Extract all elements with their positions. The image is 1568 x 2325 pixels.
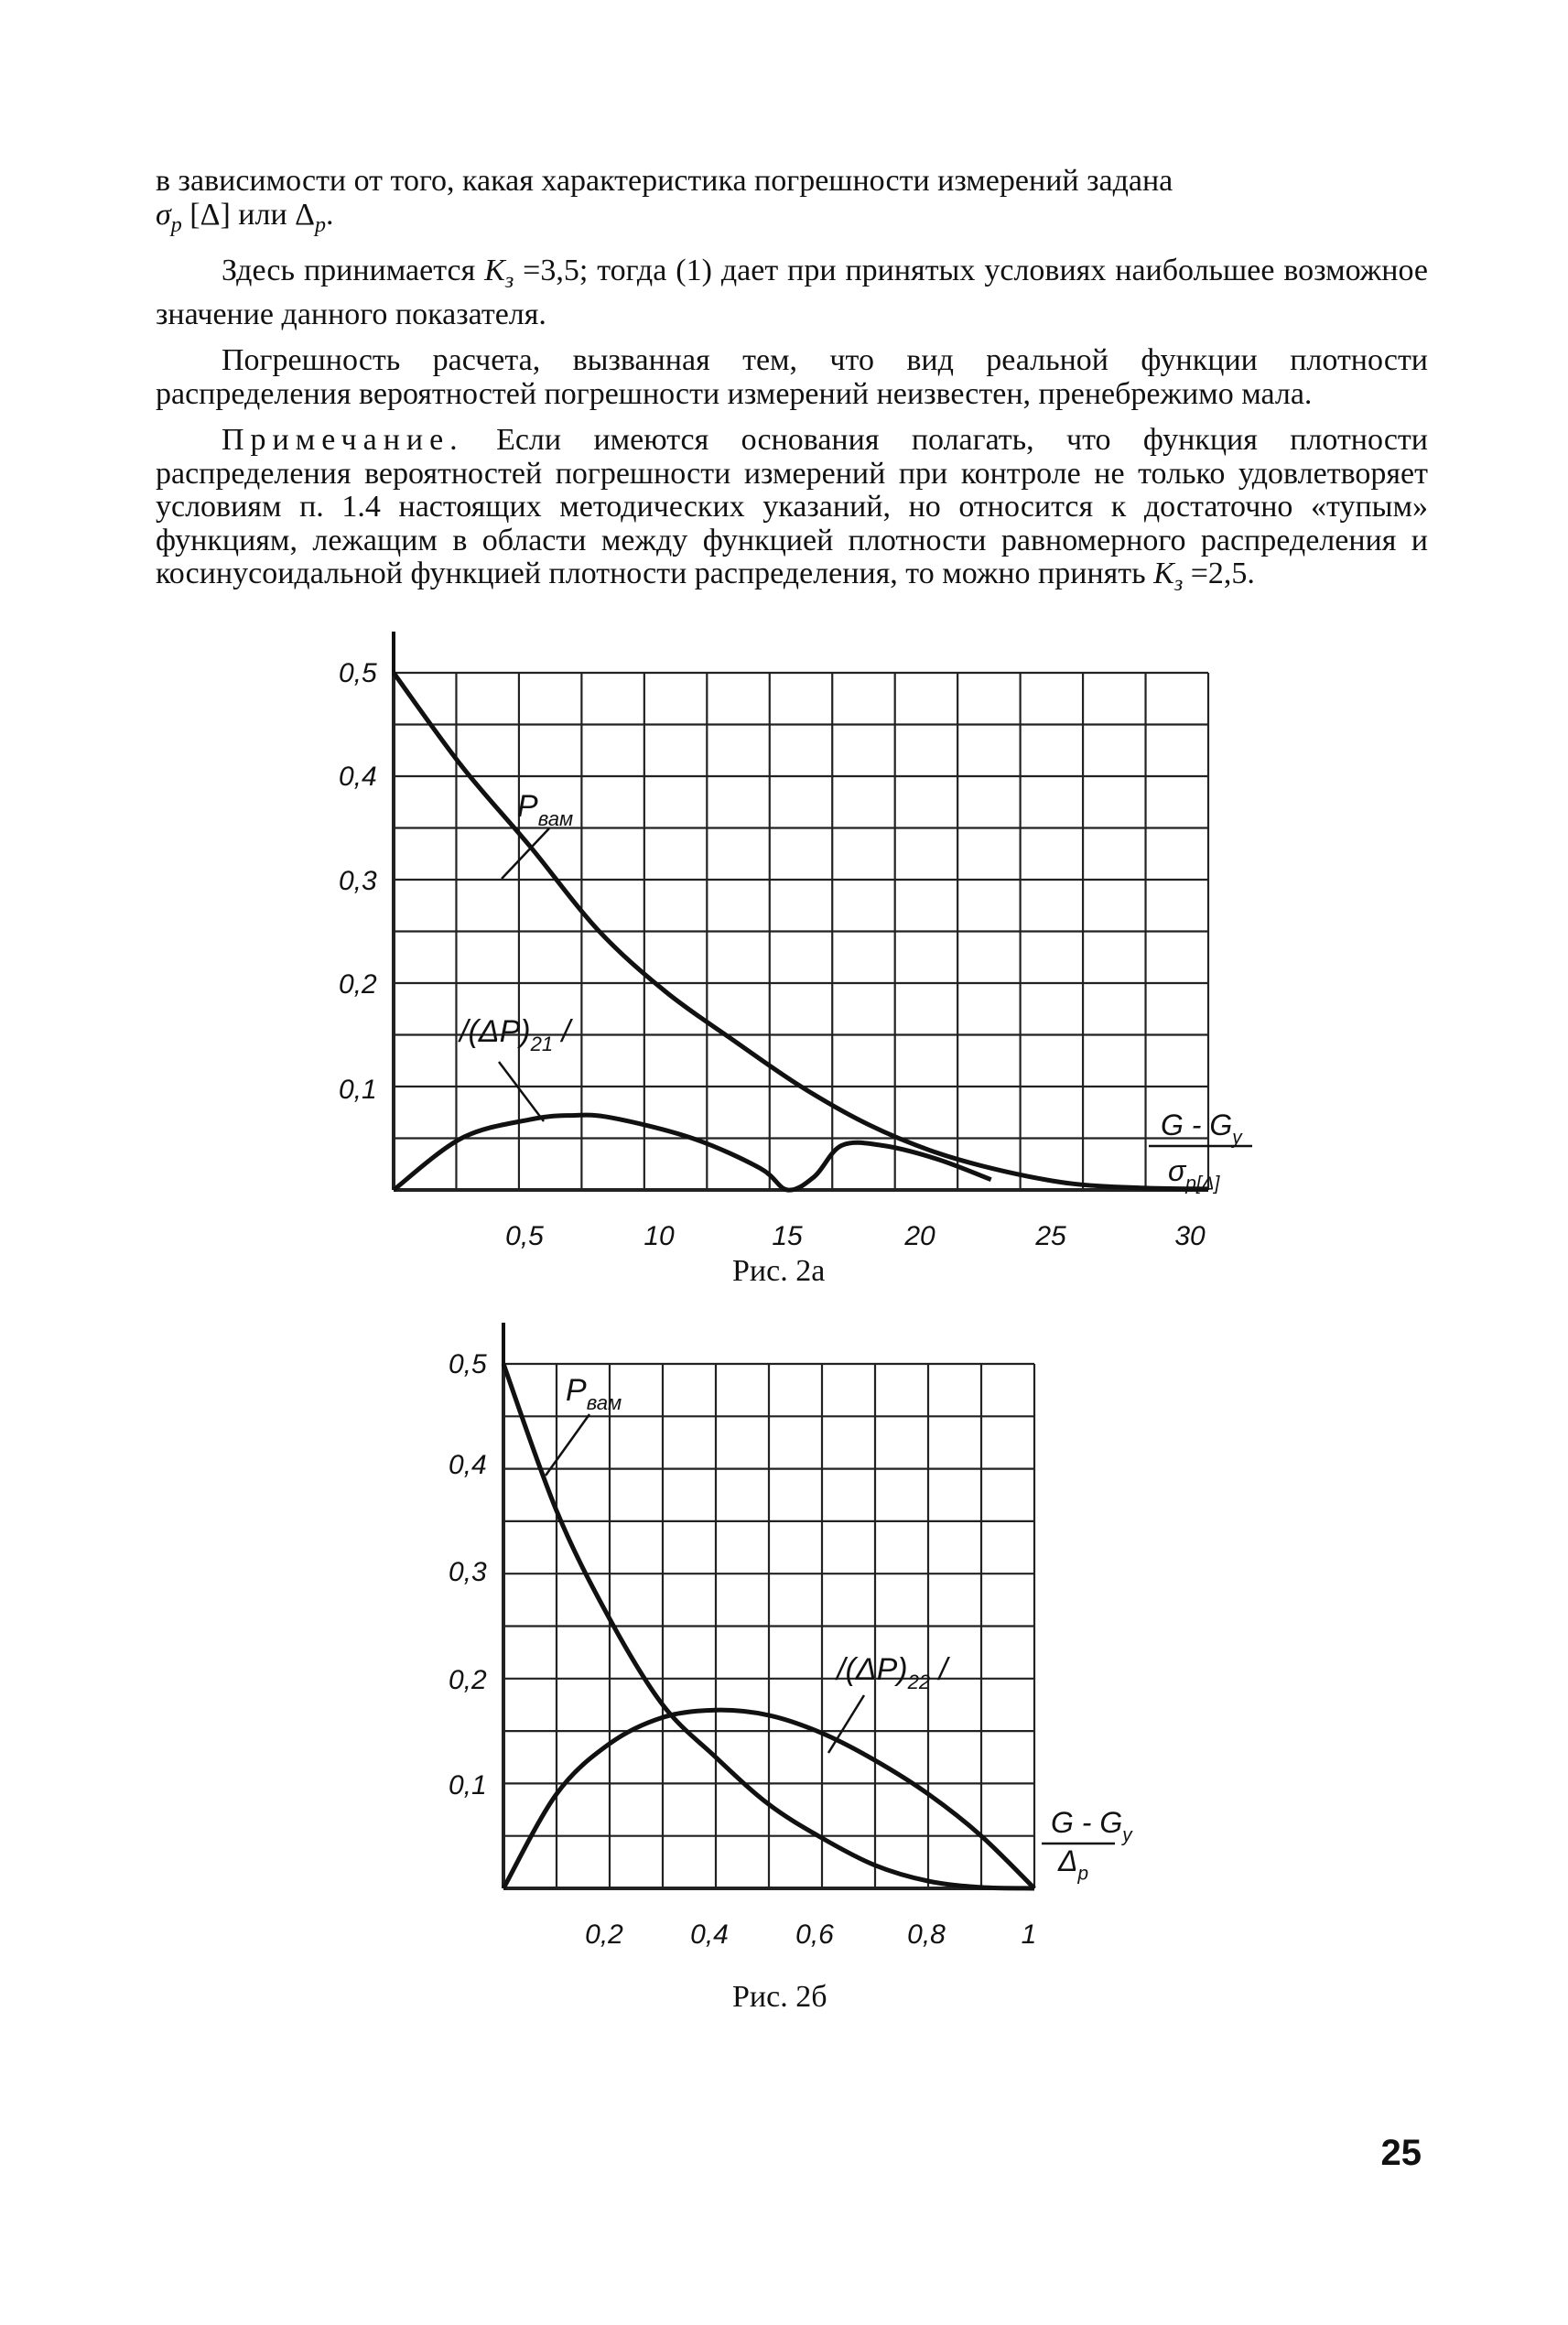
p1-delta-sub: p xyxy=(315,212,327,237)
x-tick-label: 0,4 xyxy=(690,1919,729,1950)
y-tick-label: 0,3 xyxy=(339,866,377,896)
x-tick-label: 1 xyxy=(1021,1919,1037,1950)
note-k: K xyxy=(1153,557,1174,590)
x-axis-label-numerator: G - $G_y$ xyxy=(1051,1806,1132,1846)
figure-2b-caption: Рис. 2б xyxy=(732,1980,827,2014)
p1-line1: в зависимости от того, какая характеристика погрешности измерений задана xyxy=(156,164,1173,198)
x-tick-label: 10 xyxy=(643,1221,675,1251)
note-k-sub: з xyxy=(1173,572,1184,596)
y-tick-label: 0,2 xyxy=(449,1665,487,1695)
chart-2a xyxy=(339,632,1252,1251)
x-tick-label: 20 xyxy=(904,1221,935,1251)
series-label-leader xyxy=(546,1414,589,1476)
y-tick-label: 0,4 xyxy=(339,762,377,792)
p1-sigma: σ xyxy=(156,197,171,232)
y-tick-label: 0,1 xyxy=(449,1770,487,1801)
series-label-p-vam: $P_{вам}$ xyxy=(517,789,574,831)
series-label-leader xyxy=(502,828,549,879)
x-tick-label: 15 xyxy=(772,1221,803,1251)
y-tick-label: 0,4 xyxy=(449,1450,487,1480)
x-tick-label: 0,2 xyxy=(585,1919,623,1950)
x-axis-label-numerator: G - $G_y$ xyxy=(1161,1108,1242,1149)
p2-k: K xyxy=(484,254,505,287)
note-text: Если имеются основания полагать, что функция плотности распределения вероятностей погрешности измерений при контроле не только удовлетворяет условиям п. 1.4 настоящих методических указаний, но относится к достаточно «тупым» функциям, лежащим в области между функцией плотности равномерного распределения и косинусоидальной функцией плотности распределения, то можно принять xyxy=(156,423,1428,590)
note-end: =2,5. xyxy=(1183,557,1255,590)
note-label: Примечание. xyxy=(222,423,464,457)
x-tick-label: 0,5 xyxy=(505,1221,544,1251)
series-label-p-vam: $P_{вам}$ xyxy=(566,1373,622,1415)
p2-post: =3,5; тогда (1) дает при принятых условиях наибольшее возможное значение данного показателя. xyxy=(156,254,1428,331)
p2-k-sub: з xyxy=(504,269,514,293)
y-tick-label: 0,2 xyxy=(339,969,377,1000)
x-axis-label-denominator: $\Delta_p$ xyxy=(1058,1844,1089,1885)
series-label-delta-p: $/(\Delta P)_{22}$ / xyxy=(837,1652,948,1694)
p1-sigma-sub: p xyxy=(170,212,182,237)
p1-mid: [Δ] или Δ xyxy=(181,197,316,232)
series-label-delta-p: $/(\Delta P)_{21}$ / xyxy=(460,1014,571,1056)
x-axis-label-denominator: $\sigma_{p[\Delta]}$ xyxy=(1168,1154,1220,1195)
page-number: 25 xyxy=(1380,2133,1422,2173)
y-tick-label: 0,5 xyxy=(339,658,377,688)
y-tick-label: 0,5 xyxy=(449,1349,487,1379)
x-tick-label: 0,6 xyxy=(795,1919,834,1950)
y-tick-label: 0,1 xyxy=(339,1075,377,1105)
x-tick-label: 25 xyxy=(1035,1221,1066,1251)
p3-text: Погрешность расчета, вызванная тем, что вид реальной функции плотности распределения вероятностей погрешности измерений неизвестен, пренебрежимо мала. xyxy=(156,343,1428,411)
x-tick-label: 30 xyxy=(1174,1221,1206,1251)
series-label-leader xyxy=(499,1062,544,1121)
p1-end: . xyxy=(326,197,334,232)
x-tick-label: 0,8 xyxy=(907,1919,946,1950)
figure-2a-caption: Рис. 2а xyxy=(732,1254,826,1288)
chart-2b xyxy=(449,1323,1115,1950)
y-tick-label: 0,3 xyxy=(449,1557,487,1587)
p2-pre: Здесь принимается xyxy=(222,254,485,287)
series-line-delta-p xyxy=(394,1115,991,1190)
